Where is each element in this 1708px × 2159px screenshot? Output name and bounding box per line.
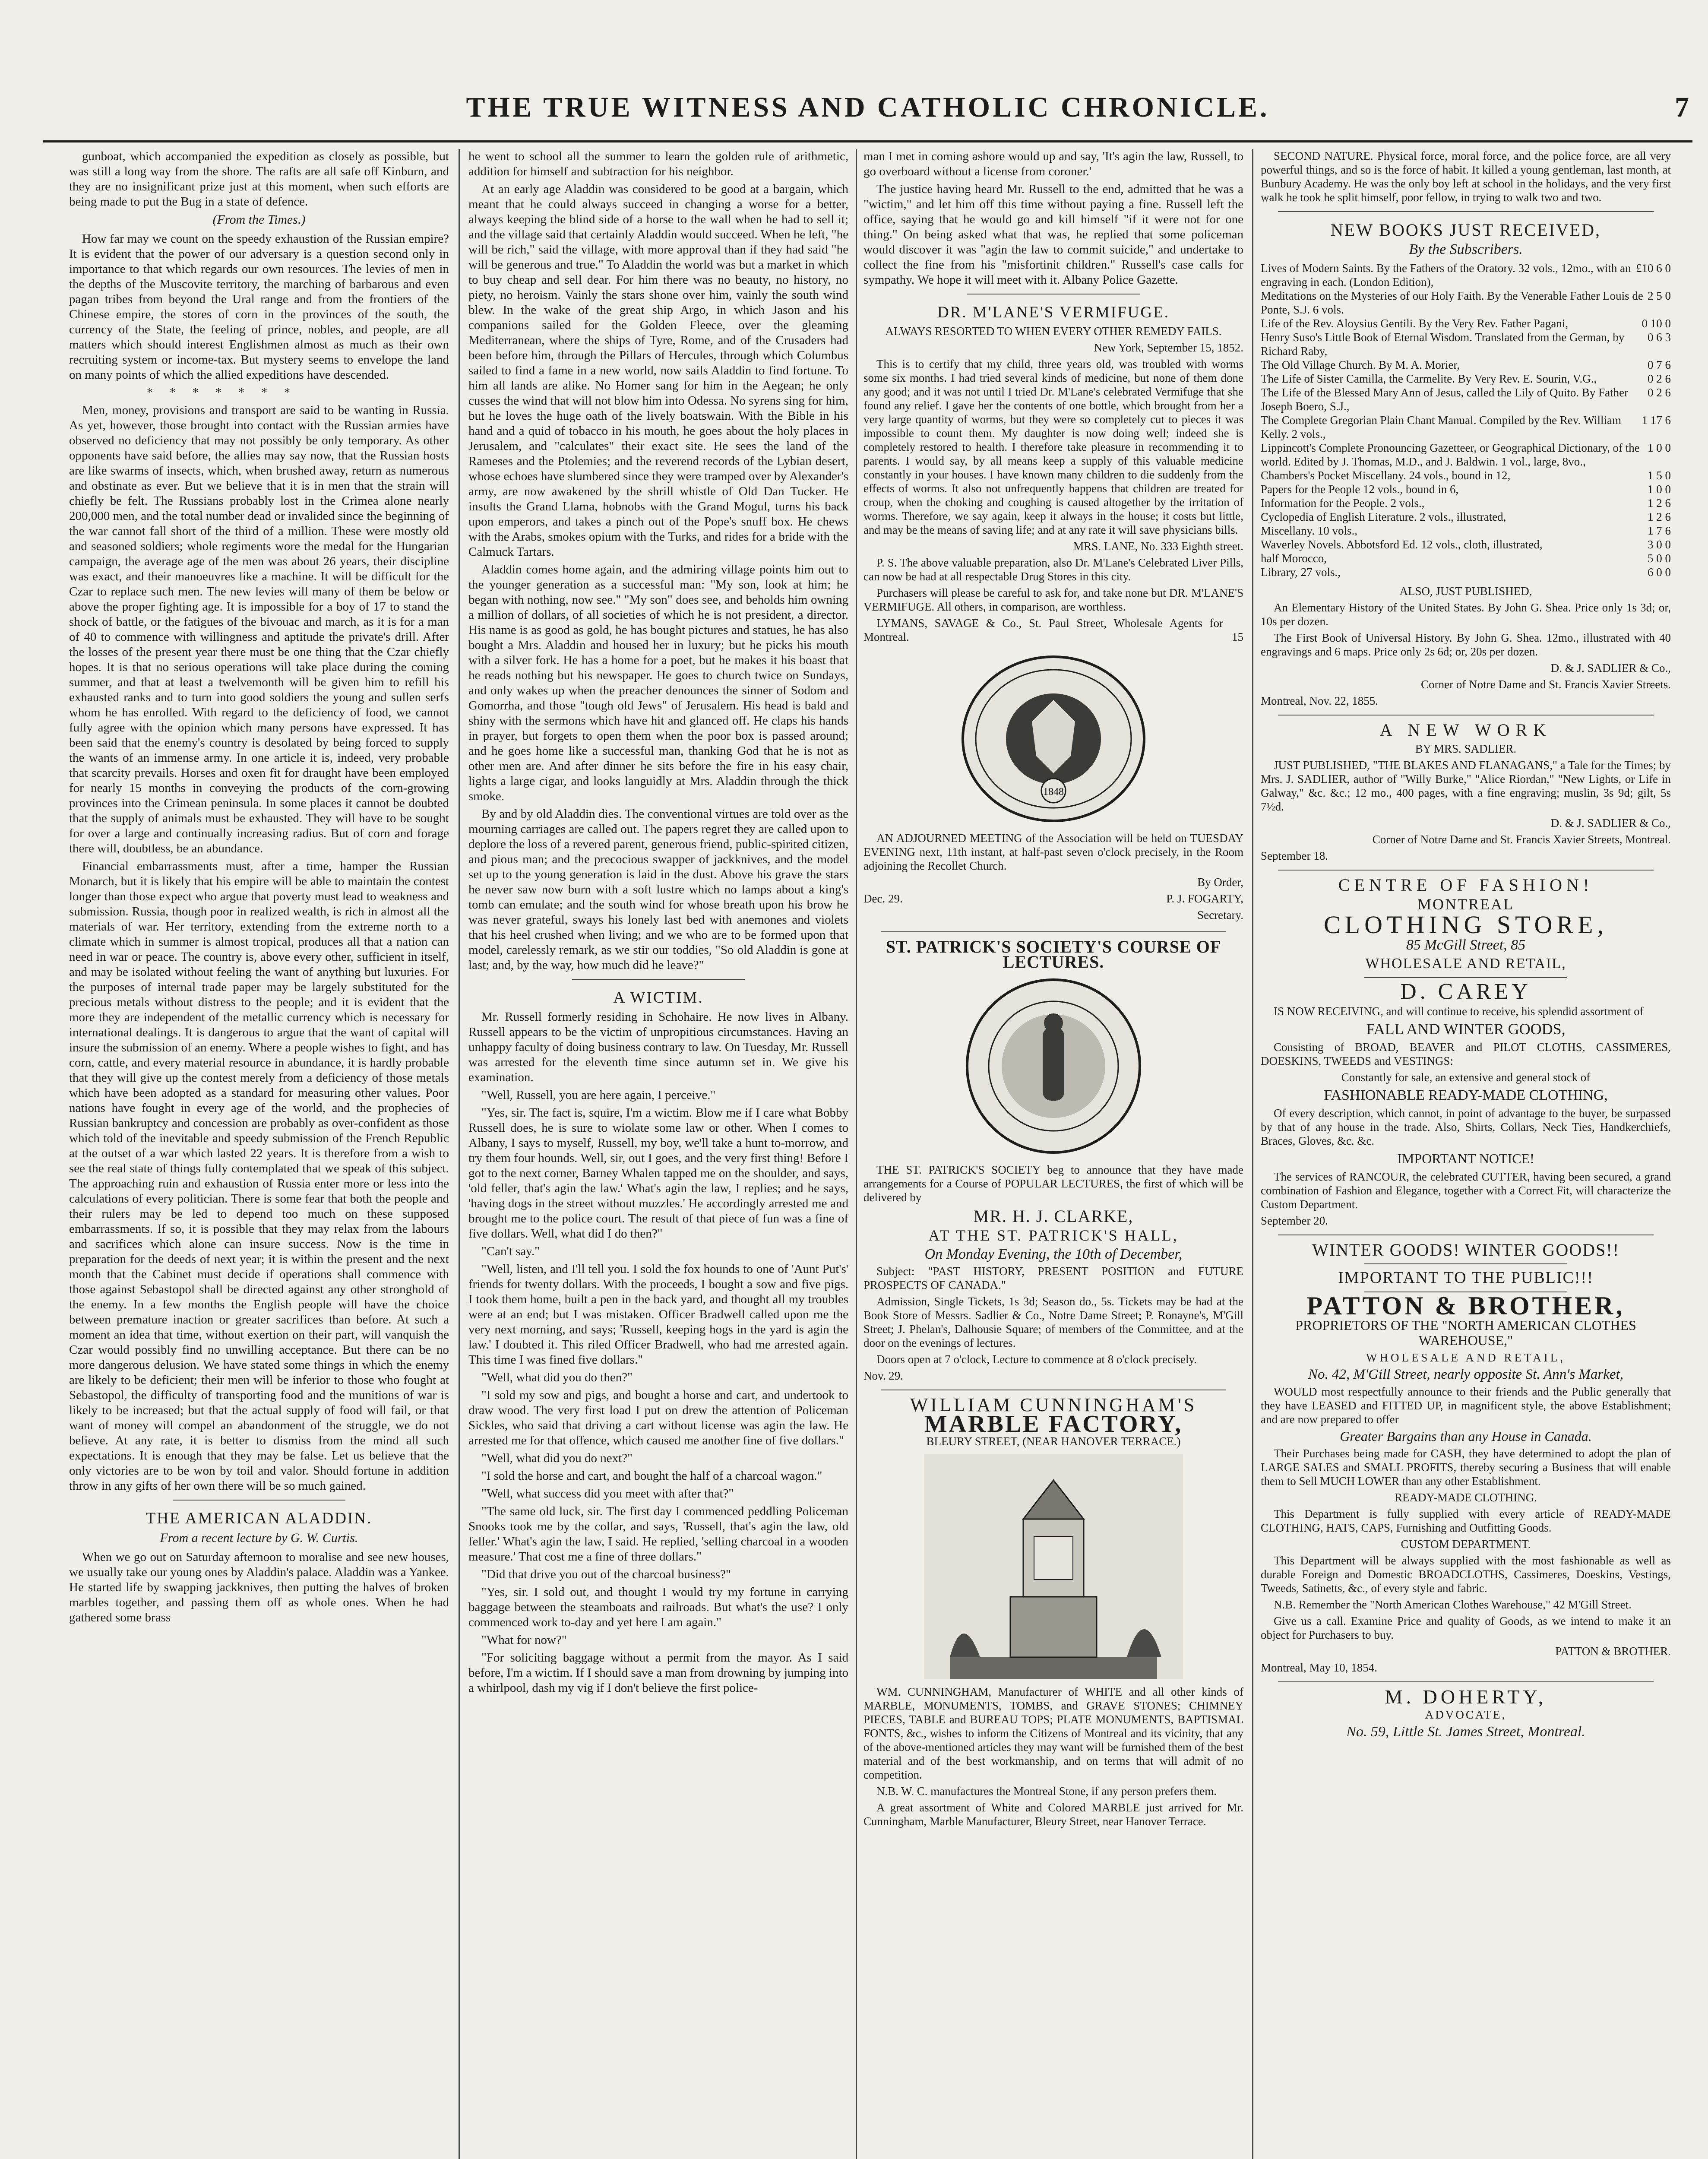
ad-body: This Department will be always supplied with the most fashionable as well as durable Foreign and Domestic BROADCLOTHS, Cassimeres, Doeskins, Vestings, Tweeds, Satinetts, &c., of every style and fabric. (1261, 1554, 1671, 1595)
ad-body: WOULD most respectfully announce to their friends and the Public generally that they have LEASED and FITTED UP, in magnificent style, the above Establishment; and are now prepared to offer (1261, 1385, 1671, 1426)
book-list-item (1261, 565, 1671, 579)
ad-body: Of every description, which cannot, in point of advantage to the buyer, be surpassed by that of any house in the trade. Also, Shirts, Collars, Neck Ties, Handkerchiefs, Braces, Gloves, &c. &c. (1261, 1107, 1671, 1147)
ad-address: 85 McGill Street, 85 (1406, 937, 1526, 953)
column-rule (459, 149, 460, 2159)
ad-byline: BY MRS. SADLIER. (1415, 742, 1517, 755)
ad-dateline: New York, September 15, 1852. (1094, 341, 1243, 354)
book-price: 1 7 6 (1648, 524, 1671, 537)
article-paragraph: "For soliciting baggage without a permit from the mayor. As I said before, I'm a wictim. If I should save a man from drowning by jumping into a whirlpool, dash my vig if I don't believe the first police- (468, 1651, 848, 1695)
page-number: 7 (1675, 92, 1689, 123)
book-title: Miscellany. 10 vols., (1261, 524, 1357, 537)
ad-subtitle: IMPORTANT NOTICE! (1397, 1151, 1534, 1166)
ad-signature: P. J. FOGARTY, (1166, 892, 1243, 905)
book-price: 6 0 0 (1648, 566, 1671, 579)
ad-date: September 20. (1261, 1214, 1328, 1227)
ad-body: Their Purchases being made for CASH, they have determined to adopt the plan of LARGE SALES and SMALL PROFITS, thereby securing a Business that will enable them to Sell MUCH LOWER than any other Establishment. (1261, 1447, 1671, 1488)
divider (173, 1500, 345, 1501)
book-title: Cyclopedia of English Literature. 2 vols., illustrated, (1261, 510, 1506, 523)
book-list-item (1261, 317, 1671, 330)
article-paragraph: At an early age Aladdin was considered to be good at a bargain, which meant that he could always succeed in changing a worse for a better, always keeping the blind side of a horse to the wall when he had to sell it; and the village said that certainly Aladdin would succeed. When he left, "he will be rich," said the village, with more approval than if they had said "he will be generous and true." To Aladdin the world was but a market in which to buy cheap and sell dear. For him there was no beauty, no history, no piety, no heroism. Vainly the stars shone over him, vainly the south wind blew. In the wake of the great ship Argo, in which Jason and his companions sailed for the Golden Fleece, over the gleaming Mediterranean, where the ships of Tyre, Rome, and of the Crusaders had been before him, through the Pillars of Hercules, through which Columbus sailed to find a fame in a new world, now sails Aladdin to find fortune. To him all lands are alike. No Homer sang for him in the Aegean; he only cusses the wind that will not blow him into Odessa. No syrens sing for him, but he loves the huge oath of the lively boatswain. With the Bible in his hand and a quid of tobacco in his mouth, he goes about the holy places in Jerusalem, and "calculates" their exact site. He sees the land of the Rameses and the Ptolemies; and the reverend records of the Lybian desert, whose echoes have slumbered since they were tramped over by Alexander's army, are now awakened by the shrill whistle of Old Dan Tucker. He insults the Grand Llama, hobnobs with the Grand Mogul, turns his back upon emperors, and takes a pinch out of the Pope's snuff box. He chews with the Arabs, smokes opium with the Turks, and rides for a bride with the Calmuck Tartars. (468, 182, 848, 559)
book-list-item (1261, 551, 1671, 565)
book-price: 0 2 6 (1648, 386, 1671, 399)
ad-body: The services of RANCOUR, the celebrated CUTTER, having been secured, a grand combination of Fashion and Elegance, together with a Correct Fit, will characterize the Custom Department. (1261, 1170, 1671, 1211)
ad-subtitle: ALWAYS RESORTED TO WHEN EVERY OTHER REMEDY FAILS. (885, 325, 1222, 338)
article-byline: From a recent lecture by G. W. Curtis. (160, 1531, 358, 1545)
divider (1364, 977, 1567, 978)
lecturer-name: MR. H. J. CLARKE, (973, 1206, 1134, 1226)
lecture-venue: AT THE ST. PATRICK'S HALL, (928, 1227, 1179, 1244)
article-paragraph: How far may we count on the speedy exhaustion of the Russian empire? It is evident that the power of our adversary is a question second only in importance to that which regards our own resources. The levies of men in the depths of the Muscovite territory, the marching of barbarous and even pagan tribes from beyond the Ural range and from the frontiers of the Chinese empire, the stores of corn in the provinces of the south, the currency of the State, the feeling of prince, nobles, and people, are all matters which should interest Englishmen almost as much as their own recruiting system or income-tax. But mystery seems to envelope the land on many points of which the allied expeditions have descended. (69, 232, 449, 382)
book-list-item (1261, 289, 1671, 317)
ad-body: N.B. W. C. manufactures the Montreal Stone, if any person prefers them. (876, 1785, 1217, 1798)
ad-signature: MRS. LANE, No. 333 Eighth street. (1073, 540, 1243, 553)
book-title: Papers for the People 12 vols., bound in 6, (1261, 483, 1459, 496)
book-title: Life of the Rev. Aloysius Gentili. By the Very Rev. Father Pagani, (1261, 317, 1569, 330)
book-list-item (1261, 469, 1671, 482)
ad-city: MONTREAL (1417, 896, 1514, 913)
ad-title: NEW BOOKS JUST RECEIVED, (1330, 220, 1601, 240)
column-3 (863, 149, 1243, 2159)
article-paragraph: When we go out on Saturday afternoon to moralise and see new houses, we usually take our young ones by Aladdin's palace. Aladdin was a Yankee. He started life by swapping jackknives, then putting the halves of broken marbles together, and passing them off as whole ones. When he had gathered some brass (69, 1550, 449, 1624)
ad-title: CENTRE OF FASHION! (1338, 875, 1594, 895)
book-price: 5 0 0 (1648, 552, 1671, 565)
column-4 (1261, 149, 1671, 2159)
book-list-item (1261, 482, 1671, 496)
ad-signature-row (863, 892, 1243, 924)
book-price: 1 17 6 (1642, 414, 1671, 427)
ad-subtitle: WHOLESALE AND RETAIL, (1365, 956, 1566, 972)
book-price: 1 5 0 (1648, 469, 1671, 482)
book-list-item (1261, 524, 1671, 538)
article-paragraph: Aladdin comes home again, and the admiring village points him out to the younger generation as a successful man: "My son, look at him; he began with nothing, now see." "My son" does see, and beholds him owning a million of dollars, of all societies of which he is not president, a director. His name is as good as gold, he has bought pictures and statues, he has also bought a Mrs. Aladdin and housed her in luxury; but he picks his mouth with a silver fork. He has a home for a poet, but he makes it his boast that he reads nothing but his newspaper. He goes to church twice on Sundays, and only wakes up when the preacher denounces the sinner of Sodom and Gomorrha, and those "tough old Jews" of Jerusalem. His head is bald and shiny with the sermons which have hit and glanced off. He claps his hands in prayer, but forgets to open them when the poor box is passed around; and he goes home like a successful man, thanking God that he is not as other men are. And after dinner he sits before the fire in his easy chair, lights a large cigar, and looks languidly at Mrs. Aladdin through the thick smoke. (468, 563, 848, 803)
book-price: 0 6 3 (1648, 331, 1671, 344)
ad-body: IS NOW RECEIVING, and will continue to receive, his splendid assortment of (1274, 1005, 1644, 1018)
book-title: Waverley Novels. Abbotsford Ed. 12 vols., cloth, illustrated, (1261, 538, 1543, 551)
article-paragraph: "Yes, sir. The fact is, squire, I'm a wictim. Blow me if I care what Bobby Russell does, he is sure to wiolate some law or other. When I comes to Albany, I says to myself, Russell, my boy, we'll take a hunt to-morrow, and try them four hounds. Well, sir, out I goes, and the very first thing! Before I got to the next corner, Barney Whalen tapped me on the shoulder, and says, 'old feller, that's agin the law.' What's agin the law, I replies; and he says, 'having dogs in the street without muzzles.' He accordingly arrested me and brought me to the police court. The result of that piece of fun was a fine of five dollars. Well, what did I do then?" (468, 1106, 848, 1241)
article-paragraph: "Did that drive you out of the charcoal business?" (481, 1567, 731, 1581)
article-paragraph: SECOND NATURE. Physical force, moral force, and the police force, are all very powerful things, and so is the force of habit. It killed a young gentleman, last month, at Bunbury Academy. He was the only boy left at school in the holidays, and the very first walk he took he split himself, poor fellow, in trying to walk two and two. (1261, 149, 1671, 204)
article-paragraph: man I met in coming ashore would up and say, 'It's agin the law, Russell, to go overboard without a license from coroner.' (863, 149, 1243, 178)
column-rule (856, 149, 857, 2159)
masthead (43, 89, 1692, 142)
ad-body: Give us a call. Examine Price and quality of Goods, as we intend to make it an object for Purchasers to buy. (1261, 1615, 1671, 1641)
ad-body: Admission, Single Tickets, 1s 3d; Season do., 5s. Tickets may be had at the Book Store of Messrs. Sadlier & Co., Notre Dame Street; P. Ronayne's, M'Gill Street; J. Phelan's, Dalhousie Square; of members of the Committee, and at the door on the evenings of lectures. (863, 1295, 1243, 1349)
article-title: A WICTIM. (613, 989, 704, 1007)
ad-signature: D. & J. SADLIER & Co., (1550, 662, 1671, 674)
article-source: (From the Times.) (212, 212, 306, 227)
article-paragraph: Mr. Russell formerly residing in Schohaire. He now lives in Albany. Russell appears to be the victim of unpropitious circumstances. Having an unhappy faculty of doing business contrary to law. On Tuesday, Mr. Russell was arrested for the eleventh time since autumn set in. We give his examination. (468, 1010, 848, 1084)
ad-subtitle: IMPORTANT TO THE PUBLIC!!! (1338, 1269, 1594, 1287)
article-paragraph: Financial embarrassments must, after a time, hamper the Russian Monarch, but it is likely that his empire will be able to maintain the contest longer than those expect who argue that poverty must lead to weakness and submission. Russia, though poor in realized wealth, is rich in almost all the materials of war. Her territory, extending from the extreme north to a climate which in summer is almost tropical, produces all that a nation can need in war or peace. The country is, above every other, sufficient in itself, and may be isolated without feeling the want of anything but luxuries. For the purposes of internal trade paper may be largely substituted for the precious metals without distress to the people; and it is evident that the more they are independent of the metallic currency which is necessary for international dealings. It is dangerous to argue that the want of capital will insure the submission of an enemy. Where a people wishes to fight, and has corn, cattle, and every material resource in abundance, it is hardly probable that they will give up the contest merely from a deficiency of those metals which have been adopted as a standard for measuring other values. Poor nations have fought in every age of the world, and the prophecies of Russian bankruptcy and concession are probably as over-confident as those which told of the inevitable and speedy submission of the French Republic at the outset of a war which lasted 22 years. It is therefore from a wish to see the real state of things fully contemplated that we speak of this subject. The approaching ruin and exhaustion of Russia enter more or less into the calculations of every politician. There is some fear that both the people and their rulers may be led to depend too much on these supposed embarrassments. If so, it is possible that they may relax from the labours and sacrifices which alone can insure success. Now is the time in preparation for the deeds of next year; it is within the present and the next month that the Cabinet must decide if operations shall commence with those against Sebastopol shall be directed against any other stronghold of the enemy. In a few months the English people will have the choice between premature inaction or greater sacrifices than before. At such a moment an idea that time, without exertion on their part, will vanquish the Czar would possibly find no unwilling acceptance. But there can be no more dangerous delusion. We have stated some things in which the enemy are likely to be deficient; their men will be inferior to those who fought at Sebastopol, the difficulty of transporting food and the munitions of war is likely to be increased; but that the actual supply of food will fail, or that want of money will compel an abandonment of the struggle, we do not believe. At any rate, it is better to dismiss from the mind all such expectations. It is enough that they may be false. Let us believe that the only victories are to be won by toil and valor. Should fortune in addition throw in any gifts of her own there will be so much gained. (69, 859, 449, 1493)
book-title: Lives of Modern Saints. By the Fathers of the Oratory. 32 vols., 12mo., with an engraving in each. (London Edition), (1261, 262, 1631, 288)
book-list-item (1261, 261, 1671, 289)
ad-subtitle: ADVOCATE, (1425, 1708, 1507, 1721)
ad-subtitle: WHOLESALE AND RETAIL, (1366, 1351, 1566, 1364)
association-seal-image (958, 652, 1148, 825)
article-intro: gunboat, which accompanied the expedition as closely as possible, but was still a long way from the shore. The rafts are all safe off Kinburn, and they are no insignificant prize just at this moment, when such efforts are being made to put the Bug in a state of defence. (69, 149, 449, 209)
book-price: 0 2 6 (1648, 372, 1671, 385)
article-paragraph: By and by old Aladdin dies. The conventional virtues are told over as the mourning carriages are called out. The papers regret they are called upon to deplore the loss of a revered parent, generous friend, public-spirited citizen, and pious man; and the precocious swapper of jackknives, and the model set up to the young generation is laid in the dust. Above his grave the stars he never saw now burn with a soft lustre which no lamps about a king's tomb can emulate; and the south wind for whose breath upon his brow he was never grateful, sways his lonely last bed with anemones and violets that his heel crushed when living; and we who are to be formed upon that model, carelessly remark, as we stir our toddies, "So old Aladdin is gone at last; and, by the way, how much did he leave?" (468, 807, 848, 972)
lecture-subject: Subject: "PAST HISTORY, PRESENT POSITION and FUTURE PROSPECTS OF CANADA." (863, 1265, 1243, 1292)
ad-title: A NEW WORK (1379, 720, 1552, 740)
book-title: Lippincott's Complete Pronouncing Gazetteer, or Geographical Dictionary, of the world. Edited by J. Thomas, M.D., and J. Baldwin. 1 vol., large, 8vo., (1261, 441, 1640, 468)
ad-subtitle: ALSO, JUST PUBLISHED, (1399, 585, 1532, 598)
book-price: 1 0 0 (1648, 483, 1671, 496)
book-price: 1 2 6 (1648, 510, 1671, 523)
ad-body: THE ST. PATRICK'S SOCIETY beg to announce that they have made arrangements for a Course of POPULAR LECTURES, the first of which will be delivered by (863, 1163, 1243, 1204)
masthead-title: THE TRUE WITNESS AND CATHOLIC CHRONICLE. (466, 92, 1270, 123)
book-list-item (1261, 441, 1671, 469)
ad-subtitle: CUSTOM DEPARTMENT. (1401, 1538, 1531, 1551)
ad-signature: D. & J. SADLIER & Co., (1550, 817, 1671, 829)
book-title: Library, 27 vols., (1261, 566, 1341, 579)
book-price: 1 0 0 (1648, 441, 1671, 454)
book-title: The Life of Sister Camilla, the Carmelite. By Very Rev. E. Sourin, V.G., (1261, 372, 1597, 385)
ad-date: Montreal, Nov. 22, 1855. (1261, 694, 1378, 707)
ad-number: 15 (1232, 630, 1243, 643)
book-title: Henry Suso's Little Book of Eternal Wisdom. Translated from the German, by Richard Raby, (1261, 331, 1625, 358)
article-paragraph: Men, money, provisions and transport are said to be wanting in Russia. As yet, however, those brought into contact with the Russian armies have observed no deficiency that may not possibly be only temporary. As other opponents have said before, the allies may say now, that the Russian hosts are like swarms of insects, which, when brushed away, return as numerous and obstinate as ever. But we believe that it is in men that the strain will chiefly be felt. The Russians probably lost in the Crimea alone nearly 200,000 men, and the total number dead or invalided since the beginning of the war cannot fall short of the third of a million. These were mostly old and seasoned soldiers; whole regiments wore the medal for the Hungarian campaign, the average age of the men was about 26 years, their discipline was exact, and their manoeuvres like a machine. It will be difficult for the Czar to replace such men. The new levies will many of them be below or above the proper fighting age. It is impossible for a boy of 17 to stand the shock of battle, or the fatigues of the bivouac and march, as it is for a man of 40 to commence with willingness and aptitude the private's drill. After the losses of the present year there must be one thing that the Czar chiefly hopes. It is that no serious operations will take place during the coming summer, and that at least a twelvemonth will be given him to refill his exhausted ranks and to turn into good soldiers the young and sullen serfs whom he has enrolled. With regard to the deficiency of food, we cannot fully agree with the opinion which many persons have expressed. It has been said that the enemy's country is desolated by being forced to supply the wants of an immense army. In one article it is, indeed, very probable that scarcity prevails. Horses and oxen fit for draught have been employed for nearly 15 months in conveying the products of the corn-growing provinces into the Crimean peninsula. In some places it cannot be doubted that the supply of animals must be exhausted. They will have to be sought for over a large and continually increasing radius. But of corn and forage there will, doubtless, be an abundance. (69, 403, 449, 855)
article-paragraph: "Well, Russell, you are here again, I perceive." (481, 1088, 716, 1102)
ad-date: Montreal, May 10, 1854. (1261, 1661, 1377, 1674)
ad-subtitle: By the Subscribers. (1409, 241, 1523, 257)
book-list-item (1261, 372, 1671, 386)
ad-body: Purchasers will please be careful to ask for, and take none but DR. M'LANE'S VERMIFUGE. All others, in comparison, are worthless. (863, 586, 1243, 613)
book-list (1261, 261, 1671, 579)
article-paragraph: "Can't say." (481, 1244, 540, 1258)
ad-title: DR. M'LANE'S VERMIFUGE. (937, 304, 1170, 321)
ad-body: WM. CUNNINGHAM, Manufacturer of WHITE and all other kinds of MARBLE, MONUMENTS, TOMBS, and GRAVE STONES; CHIMNEY PIECES, TABLE and BUREAU TOPS; PLATE MONUMENTS, BAPTISMAL FONTS, &c., wishes to inform the Citizens of Montreal and its vicinity, that any of the above-mentioned articles they may want will be furnished them of the best material and of the best workmanship, and on terms that will admit of no competition. (863, 1685, 1243, 1781)
divider (1364, 1263, 1567, 1264)
ad-subtitle: READY-MADE CLOTHING. (1395, 1491, 1537, 1504)
ad-signature: PATTON & BROTHER. (1555, 1645, 1671, 1658)
ad-date: Nov. 29. (863, 1369, 903, 1382)
book-price: 0 7 6 (1648, 358, 1671, 371)
article-paragraph: "The same old luck, sir. The first day I commenced peddling Policeman Snooks took me by the collar, and says, 'Russell, that's agin the law, old feller.' What's agin the law, I said. He replied, 'selling charcoal in a wooden measure.' That cost me a fine of three dollars." (468, 1504, 848, 1564)
book-list-item (1261, 386, 1671, 413)
book-title: The Old Village Church. By M. A. Morier, (1261, 358, 1460, 371)
ad-subtitle: MARBLE FACTORY, (924, 1411, 1183, 1437)
ad-title: WILLIAM CUNNINGHAM'S (910, 1394, 1197, 1415)
ad-body: A great assortment of White and Colored MARBLE just arrived for Mr. Cunningham, Marble Manufacturer, Bleury Street, near Hanover Terrace. (863, 1801, 1243, 1828)
ad-address: No. 59, Little St. James Street, Montreal. (1346, 1724, 1585, 1740)
ad-body: The First Book of Universal History. By John G. Shea. 12mo., illustrated with 40 engravings and 6 maps. Price only 2s 6d; or, 20s per dozen. (1261, 631, 1671, 658)
ad-subtitle: PROPRIETORS OF THE "NORTH AMERICAN CLOTHES WAREHOUSE," (1295, 1317, 1636, 1348)
ad-store-name: PATTON & BROTHER, (1306, 1292, 1625, 1320)
ad-body: N.B. Remember the "North American Clothes Warehouse," 42 M'Gill Street. (1274, 1598, 1632, 1611)
seal-year: 1848 (1043, 786, 1064, 798)
monument-engraving-image (924, 1454, 1183, 1679)
ad-body: P. S. The above valuable preparation, also Dr. M'Lane's Celebrated Liver Pills, can now be had at all respectable Drug Stores in this city. (863, 556, 1243, 583)
ad-address: No. 42, M'Gill Street, nearly opposite St. Ann's Market, (1308, 1367, 1623, 1382)
divider (881, 931, 1226, 932)
divider (1278, 211, 1654, 212)
ad-title: WINTER GOODS! WINTER GOODS!! (1312, 1240, 1619, 1260)
ad-body: Constantly for sale, an extensive and general stock of (1341, 1071, 1591, 1084)
book-title: Meditations on the Mysteries of our Holy Faith. By the Venerable Father Louis de Ponte, S.J. 6 vols. (1261, 289, 1643, 316)
ad-agents-row (863, 616, 1243, 646)
book-list-item (1261, 330, 1671, 358)
book-list-item (1261, 538, 1671, 551)
article-paragraph: "Well, what success did you meet with after that?" (481, 1487, 734, 1501)
ad-body: AN ADJOURNED MEETING of the Association will be held on TUESDAY EVENING next, 11th instant, at half-past seven o'clock precisely, in the Room adjoining the Recollet Church. (863, 832, 1243, 872)
column-2 (468, 149, 848, 2159)
ad-address: Corner of Notre Dame and St. Francis Xavier Streets, Montreal. (1372, 833, 1671, 846)
ad-subtitle: FASHIONABLE READY-MADE CLOTHING, (1324, 1087, 1608, 1103)
article-paragraph: "Well, what did you do next?" (481, 1451, 633, 1465)
article-paragraph: "I sold my sow and pigs, and bought a horse and cart, and undertook to draw wood. The very first load I put on drew the attention of Policeman Sickles, who said that driving a cart without license was agin the law. He arrested me for that offence, which caused me another fine of five dollars." (468, 1388, 848, 1447)
book-title: Chambers's Pocket Miscellany. 24 vols., bound in 12, (1261, 469, 1511, 482)
divider (1278, 870, 1654, 871)
lecture-date: On Monday Evening, the 10th of December, (924, 1246, 1183, 1262)
ad-proprietor: D. CAREY (1400, 979, 1531, 1004)
column-1 (69, 149, 449, 2159)
book-list-item (1261, 358, 1671, 372)
ad-title: ST. PATRICK'S SOCIETY'S COURSE OF LECTURES. (886, 937, 1221, 972)
article-paragraph: "Well, what did you do then?" (481, 1371, 633, 1384)
ad-address: BLEURY STREET, (NEAR HANOVER TERRACE.) (926, 1435, 1181, 1448)
ad-store-name: CLOTHING STORE, (1323, 911, 1608, 939)
ad-body: This Department is fully supplied with every article of READY-MADE CLOTHING, HATS, CAPS, Furnishing and Outfitting Goods. (1261, 1507, 1671, 1534)
book-list-item (1261, 413, 1671, 441)
ad-address: Corner of Notre Dame and St. Francis Xavier Streets. (1421, 678, 1671, 691)
section-stars: * * * * * * * (147, 386, 297, 399)
ad-subtitle: FALL AND WINTER GOODS, (1366, 1020, 1566, 1038)
divider (1278, 1681, 1654, 1682)
book-list-item (1261, 510, 1671, 524)
article-paragraph: "What for now?" (481, 1633, 567, 1647)
column-rule (1252, 149, 1253, 2159)
ad-body: Doors open at 7 o'clock, Lecture to commence at 8 o'clock precisely. (876, 1353, 1197, 1366)
ad-body: JUST PUBLISHED, "THE BLAKES AND FLANAGANS," a Tale for the Times; by Mrs. J. SADLIER, author of "Willy Burke," "Alice Riordan," "New Lights, or Life in Galway," &c. &c.; 12 mo., 400 pages, with a fine engraving; muslin, 3s 9d; gilt, 5s 7½d. (1261, 759, 1671, 813)
book-title: The Complete Gregorian Plain Chant Manual. Compiled by the Rev. William Kelly. 2 vols., (1261, 414, 1622, 440)
article-paragraph: "Well, listen, and I'll tell you. I sold the fox hounds to one of 'Aunt Put's' friends for twenty dollars. With the proceeds, I bought a sow and five pigs. I took them home, built a pen in the back yard, and thought all my troubles were at an end; but I was mistaken. Officer Bradwell called upon me the very next morning, and says; 'Russell, keeping hogs in the yard is agin the law.' I doubted it. This riled Officer Bradwell, who had me arrested again. This time I was fined five dollars." (468, 1262, 848, 1367)
book-price: 0 10 0 (1642, 317, 1671, 330)
ad-body: Consisting of BROAD, BEAVER and PILOT CLOTHS, CASSIMERES, DOESKINS, TWEEDS and VESTINGS: (1261, 1041, 1671, 1067)
ad-date: Dec. 29. (863, 892, 903, 905)
ad-date: September 18. (1261, 849, 1328, 862)
divider (572, 979, 745, 980)
ad-body: An Elementary History of the United States. By John G. Shea. Price only 1s 3d; or, 10s per dozen. (1261, 601, 1671, 628)
book-title: Information for the People. 2 vols., (1261, 497, 1425, 510)
book-price: 1 2 6 (1648, 497, 1671, 510)
article-paragraph: "Yes, sir. I sold out, and thought I would try my fortune in carrying baggage between the steamboats and railroads. But what's the use? I only commenced work to-day and yet here I am again." (468, 1585, 848, 1629)
society-seal-image (954, 975, 1153, 1157)
book-title: half Morocco, (1261, 552, 1327, 565)
book-price: 2 5 0 (1648, 289, 1671, 302)
book-price: 3 0 0 (1648, 538, 1671, 551)
article-paragraph: "I sold the horse and cart, and bought the half of a charcoal wagon." (481, 1469, 822, 1483)
ad-slogan: Greater Bargains than any House in Canada. (1340, 1428, 1592, 1444)
ad-order: By Order, (1197, 876, 1243, 889)
article-title: THE AMERICAN ALADDIN. (145, 1510, 373, 1527)
ad-agents: LYMANS, SAVAGE & Co., St. Paul Street, Wholesale Agents for Montreal. (863, 617, 1223, 643)
ad-body: This is to certify that my child, three years old, was troubled with worms some six months. I had tried several kinds of medicine, but none of them done any good; and it was not until I tried Dr. M'Lane's celebrated Vermifuge that she found any relief. I gave her the contents of one bottle, which brought from her a very large quantity of worms, but they were so completely cut to pieces it was impossible to count them. My daughter is now doing well; indeed she is completely restored to health. I therefore take pleasure in recommending it to parents. I would say, by all means keep a supply of this valuable medicine constantly in your houses. I have known many children to die suddenly from the effects of worms. It also not unfrequently happens that children are treated for croup, when the choking and coughing is caused altogether by the irritation of worms. Therefore, we say again, keep it always in the house; it costs but little, and may be the means of saving life; and at any rate it will save physicians bills. (863, 358, 1243, 536)
ad-signature-title: Secretary. (1197, 909, 1243, 921)
book-title: The Life of the Blessed Mary Ann of Jesus, called the Lily of Quito. By Father Joseph Boero, S.J., (1261, 386, 1629, 413)
article-paragraph: The justice having heard Mr. Russell to the end, admitted that he was a "wictim," and let him off this time without paying a fine. Russell left the office, saying that he would go and kill himself "if it were not for one thing." On being asked what that was, he replied that some policeman would discover it was "agin the law to commit suicide," and undertake to collect the fine from his "misfortinit children." Russell's case calls for sympathy. We hope it will meet with it. Albany Police Gazette. (863, 182, 1243, 287)
book-list-item (1261, 496, 1671, 510)
book-price: £10 6 0 (1636, 262, 1671, 275)
article-paragraph: he went to school all the summer to learn the golden rule of arithmetic, addition for himself and subtraction for his neighbor. (468, 149, 848, 178)
ad-title: M. DOHERTY, (1385, 1686, 1547, 1708)
